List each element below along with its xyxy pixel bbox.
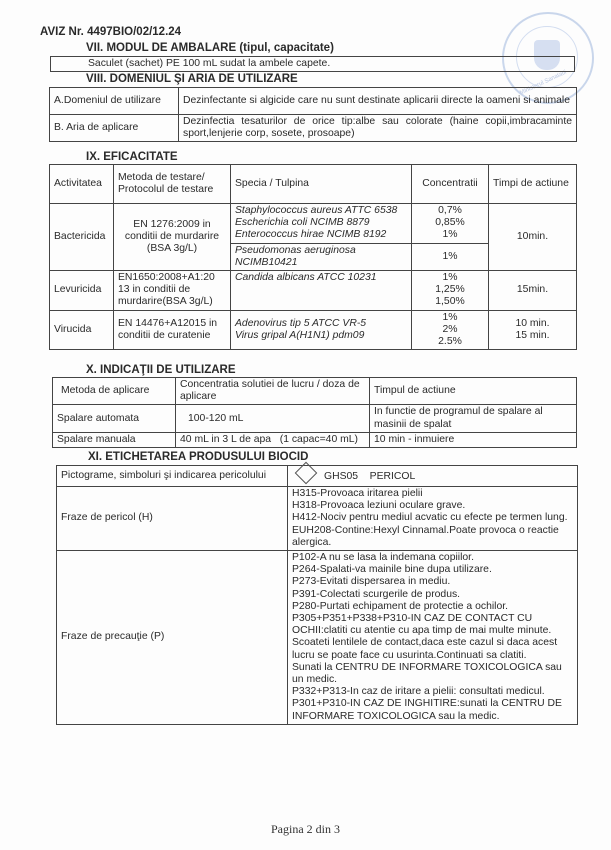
section-9-title: IX. EFICACITATE bbox=[86, 151, 178, 163]
header-concentration: Concentratii bbox=[412, 165, 489, 204]
packaging-table bbox=[50, 56, 575, 72]
domain-label: A.Domeniul de utilizare bbox=[50, 88, 179, 115]
time-bactericida: 10min. bbox=[489, 204, 577, 271]
activity-virucida: Virucida bbox=[50, 310, 114, 350]
labeling-table bbox=[56, 465, 578, 725]
precaution-phrase: P264-Spalati-va mainile bine dupa utilizare. bbox=[292, 564, 492, 576]
header-dose: Concentratia solutiei de lucru / doza de aplicare bbox=[176, 378, 370, 405]
concentration-value: 1% bbox=[442, 311, 458, 323]
stamp-text: Ministerul Sanatatii bbox=[519, 69, 568, 97]
species-item: Adenovirus tip 5 ATCC VR-5 bbox=[235, 317, 367, 329]
conc-bactericida-b: 1% bbox=[412, 243, 489, 270]
concentration-value: 0,85% bbox=[435, 217, 465, 229]
table-row bbox=[57, 551, 578, 725]
table-row bbox=[50, 115, 577, 142]
table-row bbox=[50, 88, 577, 115]
time-manual: 10 min - inmuiere bbox=[370, 432, 577, 447]
method-bactericida: EN 1276:2009 in conditii de murdarire (BSA 3g/L) bbox=[114, 204, 231, 271]
ghs-code: GHS05 bbox=[324, 470, 359, 482]
pictogram-cell bbox=[288, 466, 578, 487]
header-time: Timpi de actiune bbox=[489, 165, 577, 204]
precaution-label: Fraze de precauţie (P) bbox=[57, 551, 288, 725]
species-virucida bbox=[231, 310, 412, 350]
signal-word: PERICOL bbox=[369, 470, 416, 482]
efficacy-table bbox=[49, 164, 577, 350]
usage-domain-table bbox=[49, 87, 577, 142]
precaution-phrase: P273-Evitati dispersarea in mediu. bbox=[292, 576, 451, 588]
table-row bbox=[53, 432, 577, 447]
conc-virucida bbox=[412, 310, 489, 350]
table-row bbox=[57, 466, 578, 487]
hazard-phrase: H318-Provoaca leziuni oculare grave. bbox=[292, 500, 466, 512]
header-method: Metoda de testare/ Protocolul de testare bbox=[114, 165, 231, 204]
area-label: B. Aria de aplicare bbox=[50, 115, 179, 142]
activity-levuricida: Levuricida bbox=[50, 271, 114, 311]
precaution-phrases bbox=[288, 551, 578, 725]
header-activity: Activitatea bbox=[50, 165, 114, 204]
table-row bbox=[50, 271, 577, 311]
header-species: Specia / Tulpina bbox=[231, 165, 412, 204]
domain-value: Dezinfectante si algicide care nu sunt destinate aplicarii directe la oameni si animale bbox=[179, 88, 577, 115]
section-11-title: XI. ETICHETAREA PRODUSULUI BIOCID bbox=[88, 451, 309, 463]
table-row bbox=[57, 487, 578, 551]
precaution-phrase: P280-Purtati echipament de protectie a ochilor. bbox=[292, 600, 509, 612]
method-virucida: EN 14476+A12015 in conditii de curatenie bbox=[114, 310, 231, 350]
activity-bactericida: Bactericida bbox=[50, 204, 114, 271]
conc-bactericida-a bbox=[412, 204, 489, 244]
table-header-row bbox=[50, 165, 577, 204]
hazard-phrase: H315-Provoaca iritarea pielii bbox=[292, 488, 423, 499]
section-8-title: VIII. DOMENIUL ŞI ARIA DE UTILIZARE bbox=[86, 73, 298, 85]
concentration-value: 1% bbox=[442, 229, 458, 241]
hazard-phrase: H412-Nociv pentru mediul acvatic cu efecte pe termen lung. bbox=[292, 512, 568, 524]
time-value: 15 min. bbox=[515, 329, 550, 341]
table-header-row bbox=[53, 378, 577, 405]
precaution-phrase: P391-Colectati scurgerile de produs. bbox=[292, 588, 461, 600]
time-value: 10 min. bbox=[515, 317, 550, 329]
table-row bbox=[53, 405, 577, 432]
dose-automatic: 100-120 mL bbox=[176, 405, 370, 432]
table-row bbox=[50, 204, 577, 244]
precaution-phrase: P332+P313-In caz de iritare a pielii: consultati medicul. bbox=[292, 686, 545, 698]
hazard-phrase: EUH208-Contine:Hexyl Cinnamal.Poate provoca o reactie alergica. bbox=[292, 524, 559, 548]
time-levuricida: 15min. bbox=[489, 271, 577, 311]
species-item: Staphylococcus aureus ATTC 6538 bbox=[235, 205, 398, 216]
document-title: AVIZ Nr. 4497BIO/02/12.24 bbox=[40, 26, 182, 38]
precaution-phrase: P102-A nu se lasa la indemana copiilor. bbox=[292, 552, 474, 564]
species-item: Virus gripal A(H1N1) pdm09 bbox=[235, 329, 365, 341]
hazard-phrases bbox=[288, 487, 578, 551]
usage-instructions-table bbox=[52, 377, 577, 448]
section-7-title: VII. MODUL DE AMBALARE (tipul, capacitate) bbox=[86, 42, 334, 54]
concentration-value: 1,50% bbox=[435, 296, 465, 308]
species-bactericida-b: Pseudomonas aeruginosa NCIMB10421 bbox=[231, 243, 412, 270]
table-row bbox=[50, 310, 577, 350]
time-automatic: In functie de programul de spalare al masinii de spalat bbox=[370, 405, 577, 432]
concentration-value: 2% bbox=[442, 323, 458, 335]
dose-manual: 40 mL in 3 L de apa (1 capac=40 mL) bbox=[176, 432, 370, 447]
header-method: Metoda de aplicare bbox=[53, 378, 176, 405]
concentration-value: 1% bbox=[442, 272, 458, 284]
header-time: Timpul de actiune bbox=[370, 378, 577, 405]
packaging-content: Saculet (sachet) PE 100 mL sudat la ambele capete. bbox=[51, 57, 575, 72]
species-item: Enterococcus hirae NCIMB 8192 bbox=[235, 229, 387, 241]
pictogram-label: Pictograme, simboluri şi indicarea pericolului bbox=[57, 466, 288, 487]
section-10-title: X. INDICAŢII DE UTILIZARE bbox=[86, 364, 236, 376]
method-levuricida: EN1650:2008+A1:20 13 in conditii de murdarire(BSA 3g/L) bbox=[114, 271, 231, 311]
hazard-label: Fraze de pericol (H) bbox=[57, 487, 288, 551]
precaution-phrase: P305+P351+P338+P310-IN CAZ DE CONTACT CU OCHII:clatiti cu atentie cu apa timp de mai multe minute. Scoateti lentilele de contact,daca este cazul si daca acest lucru se poate face cu usurinta.Continuati sa clatiti. bbox=[292, 613, 558, 661]
species-levuricida: Candida albicans ATCC 10231 bbox=[231, 271, 412, 311]
precaution-phrase: Sunati la CENTRU DE INFORMARE TOXICOLOGICA sau un medic. bbox=[292, 661, 562, 686]
ghs05-corrosive-icon bbox=[295, 462, 318, 485]
concentration-value: 0,7% bbox=[438, 205, 462, 216]
time-virucida bbox=[489, 310, 577, 350]
concentration-value: 1,25% bbox=[435, 284, 465, 296]
area-value: Dezinfectia tesaturilor de orice tip:albe sau colorate (haine copii,imbracaminte sport,lenjerie corp, sosete, prosoape) bbox=[179, 115, 577, 142]
conc-levuricida bbox=[412, 271, 489, 311]
method-automatic: Spalare automata bbox=[53, 405, 176, 432]
concentration-value: 2.5% bbox=[438, 336, 462, 348]
precaution-phrase: P301+P310-IN CAZ DE INGHITIRE:sunati la CENTRU DE INFORMARE TOXICOLOGICA sau la medic. bbox=[292, 698, 562, 722]
species-item: Escherichia coli NCIMB 8879 bbox=[235, 217, 370, 229]
species-bactericida-a bbox=[231, 204, 412, 244]
page-number: Pagina 2 din 3 bbox=[271, 822, 340, 836]
method-manual: Spalare manuala bbox=[53, 432, 176, 447]
